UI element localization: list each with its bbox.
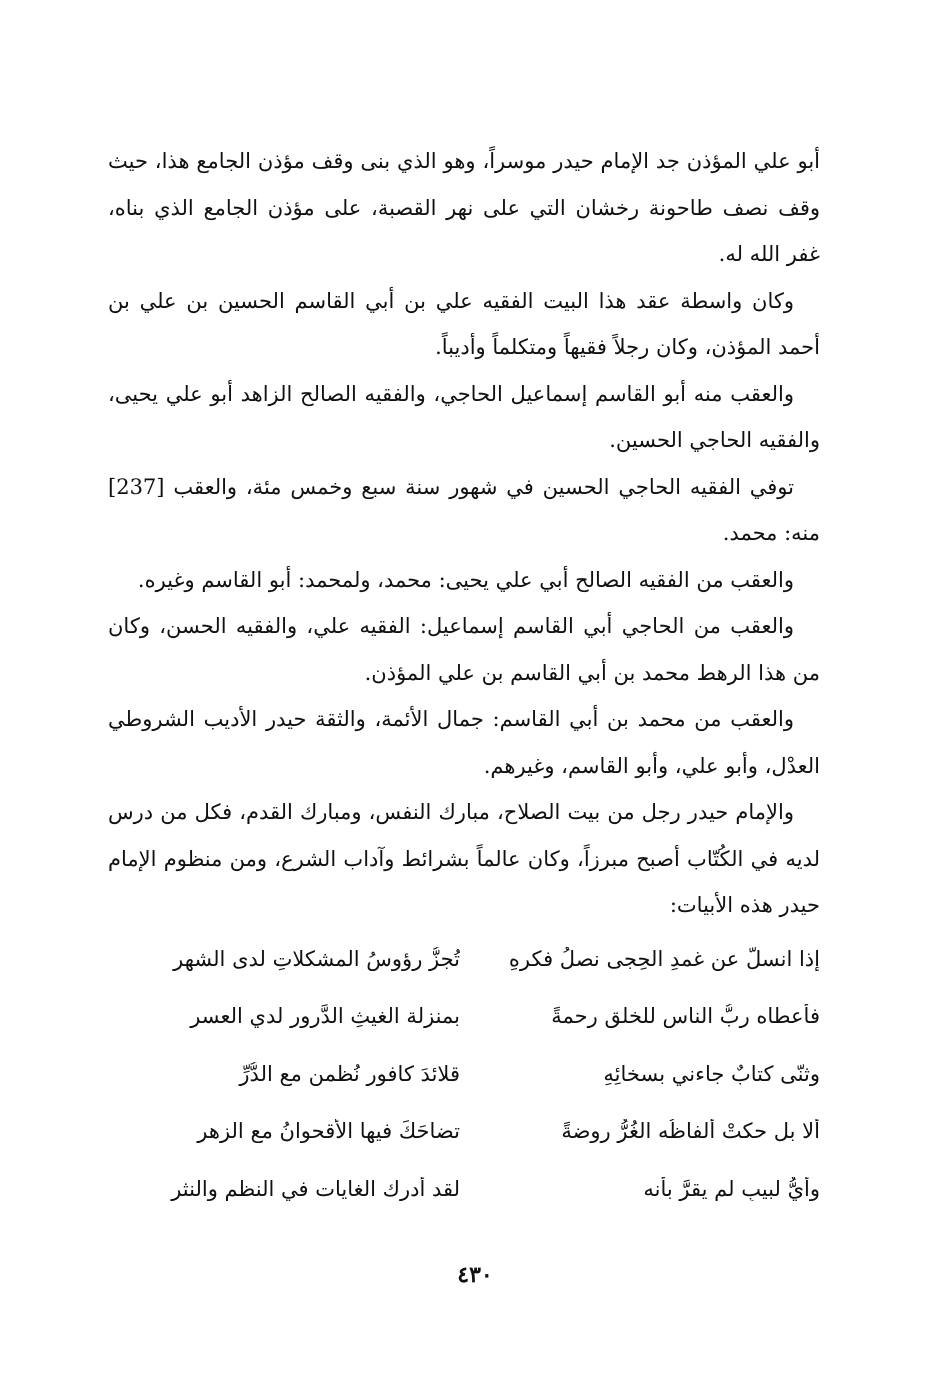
verse-second-hemistich: لقد أدرك الغايات في النظمِ والنثرِ xyxy=(171,1176,460,1201)
verse-second-hemistich: تضاحَكَ فيها الأقحوانُ مع الزهرِ xyxy=(197,1119,460,1144)
poem xyxy=(130,930,820,1218)
verse-second-hemistich: تُجزُّ رؤوسُ المشكلاتِ لدى الشهرِ xyxy=(173,946,460,971)
paragraph: والعقب من الفقيه الصالح أبي علي يحيى: محمد، ولمحمد: أبو القاسم وغيره. xyxy=(137,567,794,592)
verse-second-hemistich: قلائدَ كافورٍ نُظمن مع الدُّرِّ xyxy=(239,1061,460,1086)
paragraph: وكان واسطة عقد هذا البيت الفقيه علي بن أبي القاسم الحسين بن علي بن أحمد المؤذن، وكان رجلاً فقيهاً ومتكلماً وأديباً. xyxy=(108,288,820,359)
page-number: ٤٣٠ xyxy=(457,1262,493,1288)
paragraph: والعقب من الحاجي أبي القاسم إسماعيل: الفقيه علي، والفقيه الحسن، وكان من هذا الرهط محمد بن أبي القاسم بن علي المؤذن. xyxy=(108,614,820,685)
verse-second-hemistich: بمنزلة الغيثِ الدَّرور لدي العسرِ xyxy=(190,1004,460,1029)
poem-verse xyxy=(130,930,820,988)
body-text xyxy=(108,138,820,929)
poem-verse xyxy=(130,1160,820,1218)
poem-verse xyxy=(130,988,820,1046)
paragraph: توفي الفقيه الحاجي الحسين في شهور سنة سبع وخمس مئة، والعقب [237] منه: محمد. xyxy=(108,474,820,545)
verse-first-hemistich: فأعطاه ربُّ الناسِ للخلقِ رحمةً xyxy=(551,1004,820,1029)
poem-verse xyxy=(130,1045,820,1103)
verse-first-hemistich: وأيُّ لبيبٍ لم يقرَّ بأنه xyxy=(643,1176,820,1201)
poem-verse xyxy=(130,1103,820,1161)
paragraph: والعقب منه أبو القاسم إسماعيل الحاجي، والفقيه الصالح الزاهد أبو علي يحيى، والفقيه الحاجي الحسين. xyxy=(108,381,820,452)
verse-first-hemistich: ألا بل حكتْ ألفاظُه الغُرُّ روضةً xyxy=(561,1119,820,1144)
paragraph: والإمام حيدر رجل من بيت الصلاح، مبارك النفس، ومبارك القدم، فكل من درس لديه في الكُتّاب أصبح مبرزاً، وكان عالماً بشرائط وآداب الشرع، ومن منظوم الإمام حيدر هذه الأبيات: xyxy=(108,800,820,917)
paragraph: والعقب من محمد بن أبي القاسم: جمال الأئمة، والثقة حيدر الأديب الشروطي العدْل، وأبو علي، وأبو القاسم، وغيرهم. xyxy=(108,707,820,778)
paragraph: أبو علي المؤذن جد الإمام حيدر موسراً، وهو الذي بنى وقف مؤذن الجامع هذا، حيث وقف نصف طاحونة رخشان التي على نهر القصبة، على مؤذن الجامع الذي بناه، غفر الله له. xyxy=(108,149,820,266)
verse-first-hemistich: إذا انسلَّ عن غمدِ الحِجى نصلُ فكرِهِ xyxy=(508,946,820,971)
verse-first-hemistich: وثنّى كتابٌ جاءني بسخائِهِ xyxy=(603,1061,820,1086)
